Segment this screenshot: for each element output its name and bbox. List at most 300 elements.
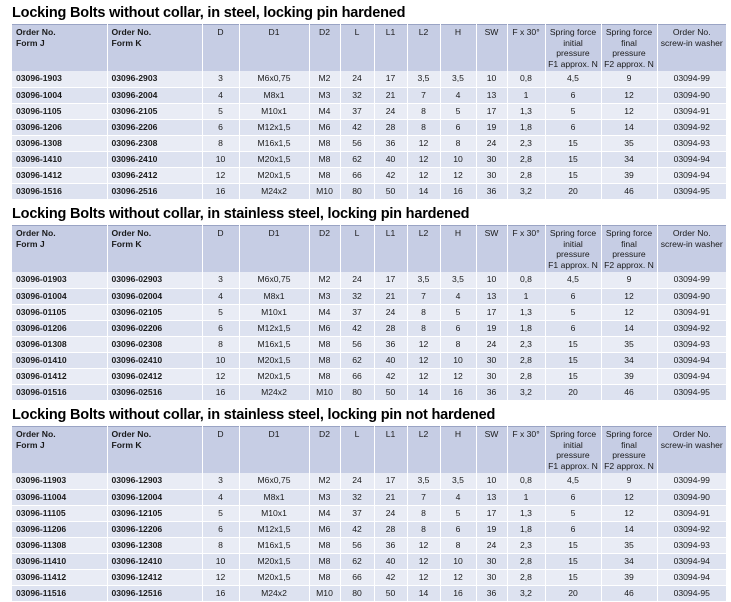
cell-d: 16 — [202, 384, 239, 400]
cell-h: 10 — [440, 151, 476, 167]
cell-l: 62 — [340, 553, 374, 569]
cell-d: 8 — [202, 135, 239, 151]
cell-l2: 8 — [407, 103, 440, 119]
cell-sw: 36 — [476, 585, 507, 601]
cell-spring-final: 46 — [601, 384, 657, 400]
cell-d2: M2 — [309, 473, 340, 489]
cell-order-form-k: 03096-12410 — [107, 553, 202, 569]
cell-order-form-j: 03096-1516 — [12, 183, 107, 199]
cell-d: 4 — [202, 87, 239, 103]
cell-spring-final: 12 — [601, 87, 657, 103]
cell-spring-initial: 15 — [545, 336, 601, 352]
cell-l1: 36 — [374, 336, 407, 352]
cell-spring-initial: 6 — [545, 320, 601, 336]
cell-l2: 3,5 — [407, 71, 440, 87]
table-row — [12, 304, 726, 320]
cell-l1: 36 — [374, 135, 407, 151]
cell-order-form-j: 03096-11516 — [12, 585, 107, 601]
cell-screw-in-washer: 03094-99 — [657, 473, 726, 489]
cell-d1: M8x1 — [239, 489, 309, 505]
cell-d2: M8 — [309, 569, 340, 585]
cell-order-form-k: 03096-2105 — [107, 103, 202, 119]
cell-d: 16 — [202, 183, 239, 199]
cell-d1: M12x1,5 — [239, 521, 309, 537]
cell-d2: M6 — [309, 320, 340, 336]
header-screw-in-washer: Order No. screw-in washer — [657, 226, 726, 273]
cell-d2: M8 — [309, 553, 340, 569]
header-order-form-j: Order No. Form J — [12, 25, 107, 72]
cell-l2: 12 — [407, 569, 440, 585]
cell-force-30: 3,2 — [507, 585, 545, 601]
cell-l2: 12 — [407, 352, 440, 368]
product-table-section — [12, 406, 726, 602]
header-l2: L2 — [407, 226, 440, 273]
cell-l: 32 — [340, 87, 374, 103]
cell-d: 4 — [202, 489, 239, 505]
cell-h: 6 — [440, 119, 476, 135]
cell-force-30: 1,3 — [507, 304, 545, 320]
cell-force-30: 2,8 — [507, 167, 545, 183]
cell-screw-in-washer: 03094-99 — [657, 71, 726, 87]
cell-spring-final: 9 — [601, 71, 657, 87]
header-d1: D1 — [239, 427, 309, 474]
header-l1: L1 — [374, 226, 407, 273]
cell-force-30: 1 — [507, 489, 545, 505]
cell-screw-in-washer: 03094-90 — [657, 288, 726, 304]
header-l: L — [340, 427, 374, 474]
cell-h: 6 — [440, 521, 476, 537]
cell-l1: 42 — [374, 569, 407, 585]
cell-spring-initial: 4,5 — [545, 71, 601, 87]
header-row — [12, 226, 726, 273]
header-l1: L1 — [374, 25, 407, 72]
cell-spring-final: 34 — [601, 553, 657, 569]
cell-d: 3 — [202, 272, 239, 288]
cell-d: 6 — [202, 521, 239, 537]
cell-order-form-k: 03096-2412 — [107, 167, 202, 183]
cell-l1: 42 — [374, 167, 407, 183]
header-d2: D2 — [309, 226, 340, 273]
cell-order-form-k: 03096-2206 — [107, 119, 202, 135]
header-d1: D1 — [239, 25, 309, 72]
header-l2: L2 — [407, 427, 440, 474]
cell-h: 5 — [440, 304, 476, 320]
cell-sw: 24 — [476, 336, 507, 352]
cell-force-30: 1,3 — [507, 505, 545, 521]
cell-force-30: 1 — [507, 288, 545, 304]
header-row — [12, 427, 726, 474]
cell-l: 32 — [340, 489, 374, 505]
specs-table — [12, 225, 726, 401]
header-order-form-k: Order No. Form K — [107, 226, 202, 273]
cell-order-form-k: 03096-2004 — [107, 87, 202, 103]
table-row — [12, 272, 726, 288]
cell-l2: 14 — [407, 384, 440, 400]
cell-screw-in-washer: 03094-94 — [657, 352, 726, 368]
cell-order-form-k: 03096-12412 — [107, 569, 202, 585]
cell-h: 16 — [440, 183, 476, 199]
cell-spring-initial: 6 — [545, 288, 601, 304]
cell-l1: 28 — [374, 119, 407, 135]
header-l1: L1 — [374, 427, 407, 474]
cell-h: 10 — [440, 352, 476, 368]
cell-order-form-j: 03096-01410 — [12, 352, 107, 368]
cell-l: 24 — [340, 272, 374, 288]
cell-spring-final: 14 — [601, 521, 657, 537]
cell-order-form-j: 03096-01903 — [12, 272, 107, 288]
cell-l2: 14 — [407, 585, 440, 601]
cell-order-form-j: 03096-11308 — [12, 537, 107, 553]
cell-h: 12 — [440, 569, 476, 585]
header-l: L — [340, 226, 374, 273]
cell-h: 6 — [440, 320, 476, 336]
cell-order-form-j: 03096-1206 — [12, 119, 107, 135]
cell-d: 4 — [202, 288, 239, 304]
cell-spring-initial: 4,5 — [545, 272, 601, 288]
cell-l: 80 — [340, 183, 374, 199]
cell-spring-final: 39 — [601, 167, 657, 183]
cell-order-form-j: 03096-1308 — [12, 135, 107, 151]
cell-force-30: 3,2 — [507, 384, 545, 400]
cell-order-form-j: 03096-1903 — [12, 71, 107, 87]
header-d1: D1 — [239, 226, 309, 273]
header-force-30: F x 30° — [507, 25, 545, 72]
cell-l1: 40 — [374, 352, 407, 368]
cell-l: 56 — [340, 336, 374, 352]
cell-screw-in-washer: 03094-95 — [657, 384, 726, 400]
cell-d2: M3 — [309, 87, 340, 103]
cell-d: 5 — [202, 505, 239, 521]
header-spring-final: Spring force final pressure F2 approx. N — [601, 226, 657, 273]
cell-l: 42 — [340, 320, 374, 336]
cell-sw: 19 — [476, 320, 507, 336]
cell-spring-initial: 15 — [545, 151, 601, 167]
cell-l: 66 — [340, 167, 374, 183]
cell-d2: M10 — [309, 183, 340, 199]
cell-d: 10 — [202, 553, 239, 569]
cell-d1: M20x1,5 — [239, 167, 309, 183]
cell-d1: M20x1,5 — [239, 368, 309, 384]
cell-d1: M10x1 — [239, 103, 309, 119]
cell-spring-final: 12 — [601, 505, 657, 521]
cell-screw-in-washer: 03094-91 — [657, 505, 726, 521]
header-spring-initial: Spring force initial pressure F1 approx. N — [545, 427, 601, 474]
cell-d1: M20x1,5 — [239, 569, 309, 585]
cell-sw: 30 — [476, 167, 507, 183]
cell-l2: 12 — [407, 336, 440, 352]
header-spring-initial: Spring force initial pressure F1 approx. N — [545, 25, 601, 72]
cell-l2: 12 — [407, 553, 440, 569]
cell-order-form-j: 03096-01412 — [12, 368, 107, 384]
header-h: H — [440, 25, 476, 72]
cell-spring-initial: 15 — [545, 135, 601, 151]
cell-l2: 7 — [407, 489, 440, 505]
cell-order-form-k: 03096-02004 — [107, 288, 202, 304]
cell-l: 37 — [340, 304, 374, 320]
cell-sw: 17 — [476, 103, 507, 119]
table-row — [12, 368, 726, 384]
cell-sw: 19 — [476, 119, 507, 135]
cell-h: 4 — [440, 87, 476, 103]
cell-l1: 42 — [374, 368, 407, 384]
table-row — [12, 537, 726, 553]
cell-spring-initial: 6 — [545, 119, 601, 135]
cell-d1: M6x0,75 — [239, 473, 309, 489]
cell-spring-final: 12 — [601, 489, 657, 505]
cell-d1: M16x1,5 — [239, 537, 309, 553]
cell-spring-final: 46 — [601, 183, 657, 199]
cell-l2: 8 — [407, 521, 440, 537]
header-force-30: F x 30° — [507, 226, 545, 273]
header-d: D — [202, 427, 239, 474]
cell-sw: 13 — [476, 489, 507, 505]
cell-l1: 50 — [374, 585, 407, 601]
cell-order-form-k: 03096-02903 — [107, 272, 202, 288]
cell-d2: M3 — [309, 489, 340, 505]
cell-sw: 30 — [476, 569, 507, 585]
cell-spring-initial: 6 — [545, 87, 601, 103]
cell-d: 6 — [202, 119, 239, 135]
cell-d: 12 — [202, 569, 239, 585]
cell-force-30: 2,3 — [507, 336, 545, 352]
cell-spring-initial: 5 — [545, 103, 601, 119]
cell-order-form-k: 03096-12308 — [107, 537, 202, 553]
cell-d1: M6x0,75 — [239, 272, 309, 288]
cell-force-30: 2,8 — [507, 368, 545, 384]
cell-screw-in-washer: 03094-90 — [657, 87, 726, 103]
cell-sw: 10 — [476, 272, 507, 288]
cell-d1: M10x1 — [239, 505, 309, 521]
cell-spring-initial: 15 — [545, 167, 601, 183]
cell-l1: 17 — [374, 272, 407, 288]
header-force-30: F x 30° — [507, 427, 545, 474]
cell-l1: 24 — [374, 304, 407, 320]
cell-h: 8 — [440, 135, 476, 151]
cell-order-form-j: 03096-1105 — [12, 103, 107, 119]
cell-d1: M12x1,5 — [239, 320, 309, 336]
cell-order-form-j: 03096-1410 — [12, 151, 107, 167]
cell-h: 10 — [440, 553, 476, 569]
specs-table — [12, 426, 726, 602]
cell-sw: 30 — [476, 368, 507, 384]
cell-sw: 17 — [476, 304, 507, 320]
cell-spring-initial: 20 — [545, 384, 601, 400]
cell-h: 16 — [440, 384, 476, 400]
cell-l: 32 — [340, 288, 374, 304]
cell-d: 10 — [202, 352, 239, 368]
cell-l: 56 — [340, 537, 374, 553]
cell-screw-in-washer: 03094-93 — [657, 336, 726, 352]
cell-spring-final: 35 — [601, 135, 657, 151]
cell-screw-in-washer: 03094-94 — [657, 569, 726, 585]
cell-sw: 10 — [476, 473, 507, 489]
cell-spring-final: 12 — [601, 103, 657, 119]
cell-spring-final: 14 — [601, 119, 657, 135]
cell-force-30: 1,8 — [507, 320, 545, 336]
cell-l2: 12 — [407, 167, 440, 183]
cell-d1: M16x1,5 — [239, 336, 309, 352]
cell-d1: M20x1,5 — [239, 352, 309, 368]
header-order-form-k: Order No. Form K — [107, 25, 202, 72]
cell-force-30: 2,8 — [507, 553, 545, 569]
cell-order-form-j: 03096-11105 — [12, 505, 107, 521]
cell-d2: M8 — [309, 135, 340, 151]
cell-l1: 40 — [374, 151, 407, 167]
cell-spring-initial: 6 — [545, 521, 601, 537]
cell-sw: 13 — [476, 288, 507, 304]
cell-order-form-k: 03096-02206 — [107, 320, 202, 336]
cell-l2: 12 — [407, 135, 440, 151]
header-l: L — [340, 25, 374, 72]
cell-d1: M16x1,5 — [239, 135, 309, 151]
cell-sw: 24 — [476, 537, 507, 553]
cell-l2: 7 — [407, 87, 440, 103]
cell-screw-in-washer: 03094-95 — [657, 183, 726, 199]
cell-d1: M8x1 — [239, 288, 309, 304]
cell-h: 5 — [440, 505, 476, 521]
specs-table — [12, 24, 726, 200]
cell-d2: M4 — [309, 505, 340, 521]
cell-screw-in-washer: 03094-93 — [657, 135, 726, 151]
cell-h: 8 — [440, 336, 476, 352]
header-spring-initial: Spring force initial pressure F1 approx. N — [545, 226, 601, 273]
cell-order-form-j: 03096-01308 — [12, 336, 107, 352]
table-row — [12, 119, 726, 135]
cell-d2: M8 — [309, 537, 340, 553]
cell-spring-initial: 6 — [545, 489, 601, 505]
cell-order-form-j: 03096-01105 — [12, 304, 107, 320]
section-title: Locking Bolts without collar, in steel, locking pin hardened — [12, 5, 406, 21]
cell-sw: 36 — [476, 183, 507, 199]
cell-l1: 17 — [374, 71, 407, 87]
cell-order-form-k: 03096-12206 — [107, 521, 202, 537]
table-row — [12, 71, 726, 87]
cell-l1: 28 — [374, 521, 407, 537]
cell-sw: 30 — [476, 553, 507, 569]
cell-spring-final: 39 — [601, 368, 657, 384]
cell-force-30: 2,8 — [507, 151, 545, 167]
cell-d1: M20x1,5 — [239, 553, 309, 569]
cell-l1: 24 — [374, 103, 407, 119]
cell-d1: M8x1 — [239, 87, 309, 103]
cell-screw-in-washer: 03094-92 — [657, 521, 726, 537]
cell-spring-final: 46 — [601, 585, 657, 601]
cell-d2: M2 — [309, 71, 340, 87]
table-row — [12, 473, 726, 489]
cell-l1: 21 — [374, 288, 407, 304]
cell-order-form-j: 03096-01516 — [12, 384, 107, 400]
table-row — [12, 585, 726, 601]
cell-spring-initial: 5 — [545, 304, 601, 320]
cell-h: 3,5 — [440, 272, 476, 288]
cell-order-form-j: 03096-11412 — [12, 569, 107, 585]
cell-spring-initial: 15 — [545, 553, 601, 569]
header-d2: D2 — [309, 427, 340, 474]
cell-l: 24 — [340, 71, 374, 87]
cell-order-form-k: 03096-02516 — [107, 384, 202, 400]
table-row — [12, 521, 726, 537]
cell-l: 56 — [340, 135, 374, 151]
cell-h: 5 — [440, 103, 476, 119]
header-d: D — [202, 25, 239, 72]
cell-force-30: 3,2 — [507, 183, 545, 199]
cell-d: 12 — [202, 368, 239, 384]
cell-screw-in-washer: 03094-94 — [657, 553, 726, 569]
table-row — [12, 505, 726, 521]
cell-l2: 8 — [407, 304, 440, 320]
cell-order-form-j: 03096-11206 — [12, 521, 107, 537]
table-row — [12, 489, 726, 505]
cell-d: 3 — [202, 71, 239, 87]
cell-force-30: 2,8 — [507, 569, 545, 585]
cell-spring-initial: 5 — [545, 505, 601, 521]
cell-l1: 36 — [374, 537, 407, 553]
cell-order-form-j: 03096-11004 — [12, 489, 107, 505]
cell-spring-final: 35 — [601, 336, 657, 352]
cell-screw-in-washer: 03094-94 — [657, 151, 726, 167]
header-h: H — [440, 427, 476, 474]
cell-order-form-j: 03096-11903 — [12, 473, 107, 489]
cell-l2: 8 — [407, 119, 440, 135]
cell-order-form-k: 03096-12903 — [107, 473, 202, 489]
table-row — [12, 167, 726, 183]
cell-d: 12 — [202, 167, 239, 183]
header-row — [12, 25, 726, 72]
cell-order-form-k: 03096-2308 — [107, 135, 202, 151]
table-row — [12, 183, 726, 199]
cell-l1: 28 — [374, 320, 407, 336]
cell-d1: M6x0,75 — [239, 71, 309, 87]
cell-d2: M6 — [309, 521, 340, 537]
cell-d: 8 — [202, 537, 239, 553]
cell-screw-in-washer: 03094-99 — [657, 272, 726, 288]
cell-d2: M10 — [309, 585, 340, 601]
table-row — [12, 569, 726, 585]
cell-l2: 7 — [407, 288, 440, 304]
cell-d: 8 — [202, 336, 239, 352]
cell-d: 16 — [202, 585, 239, 601]
cell-order-form-k: 03096-12516 — [107, 585, 202, 601]
table-row — [12, 320, 726, 336]
cell-d2: M6 — [309, 119, 340, 135]
cell-d1: M24x2 — [239, 585, 309, 601]
cell-order-form-j: 03096-1004 — [12, 87, 107, 103]
cell-order-form-k: 03096-02410 — [107, 352, 202, 368]
cell-order-form-k: 03096-2410 — [107, 151, 202, 167]
cell-sw: 24 — [476, 135, 507, 151]
cell-d2: M8 — [309, 151, 340, 167]
cell-l1: 21 — [374, 489, 407, 505]
cell-h: 12 — [440, 368, 476, 384]
cell-screw-in-washer: 03094-93 — [657, 537, 726, 553]
cell-l2: 3,5 — [407, 272, 440, 288]
cell-l2: 14 — [407, 183, 440, 199]
cell-order-form-k: 03096-02412 — [107, 368, 202, 384]
cell-spring-final: 34 — [601, 151, 657, 167]
cell-screw-in-washer: 03094-95 — [657, 585, 726, 601]
cell-spring-final: 9 — [601, 473, 657, 489]
cell-spring-final: 9 — [601, 272, 657, 288]
cell-spring-initial: 4,5 — [545, 473, 601, 489]
cell-force-30: 1,3 — [507, 103, 545, 119]
header-spring-final: Spring force final pressure F2 approx. N — [601, 427, 657, 474]
cell-force-30: 0,8 — [507, 473, 545, 489]
cell-order-form-k: 03096-02308 — [107, 336, 202, 352]
cell-l: 37 — [340, 103, 374, 119]
cell-d: 5 — [202, 103, 239, 119]
header-order-form-j: Order No. Form J — [12, 427, 107, 474]
cell-sw: 10 — [476, 71, 507, 87]
